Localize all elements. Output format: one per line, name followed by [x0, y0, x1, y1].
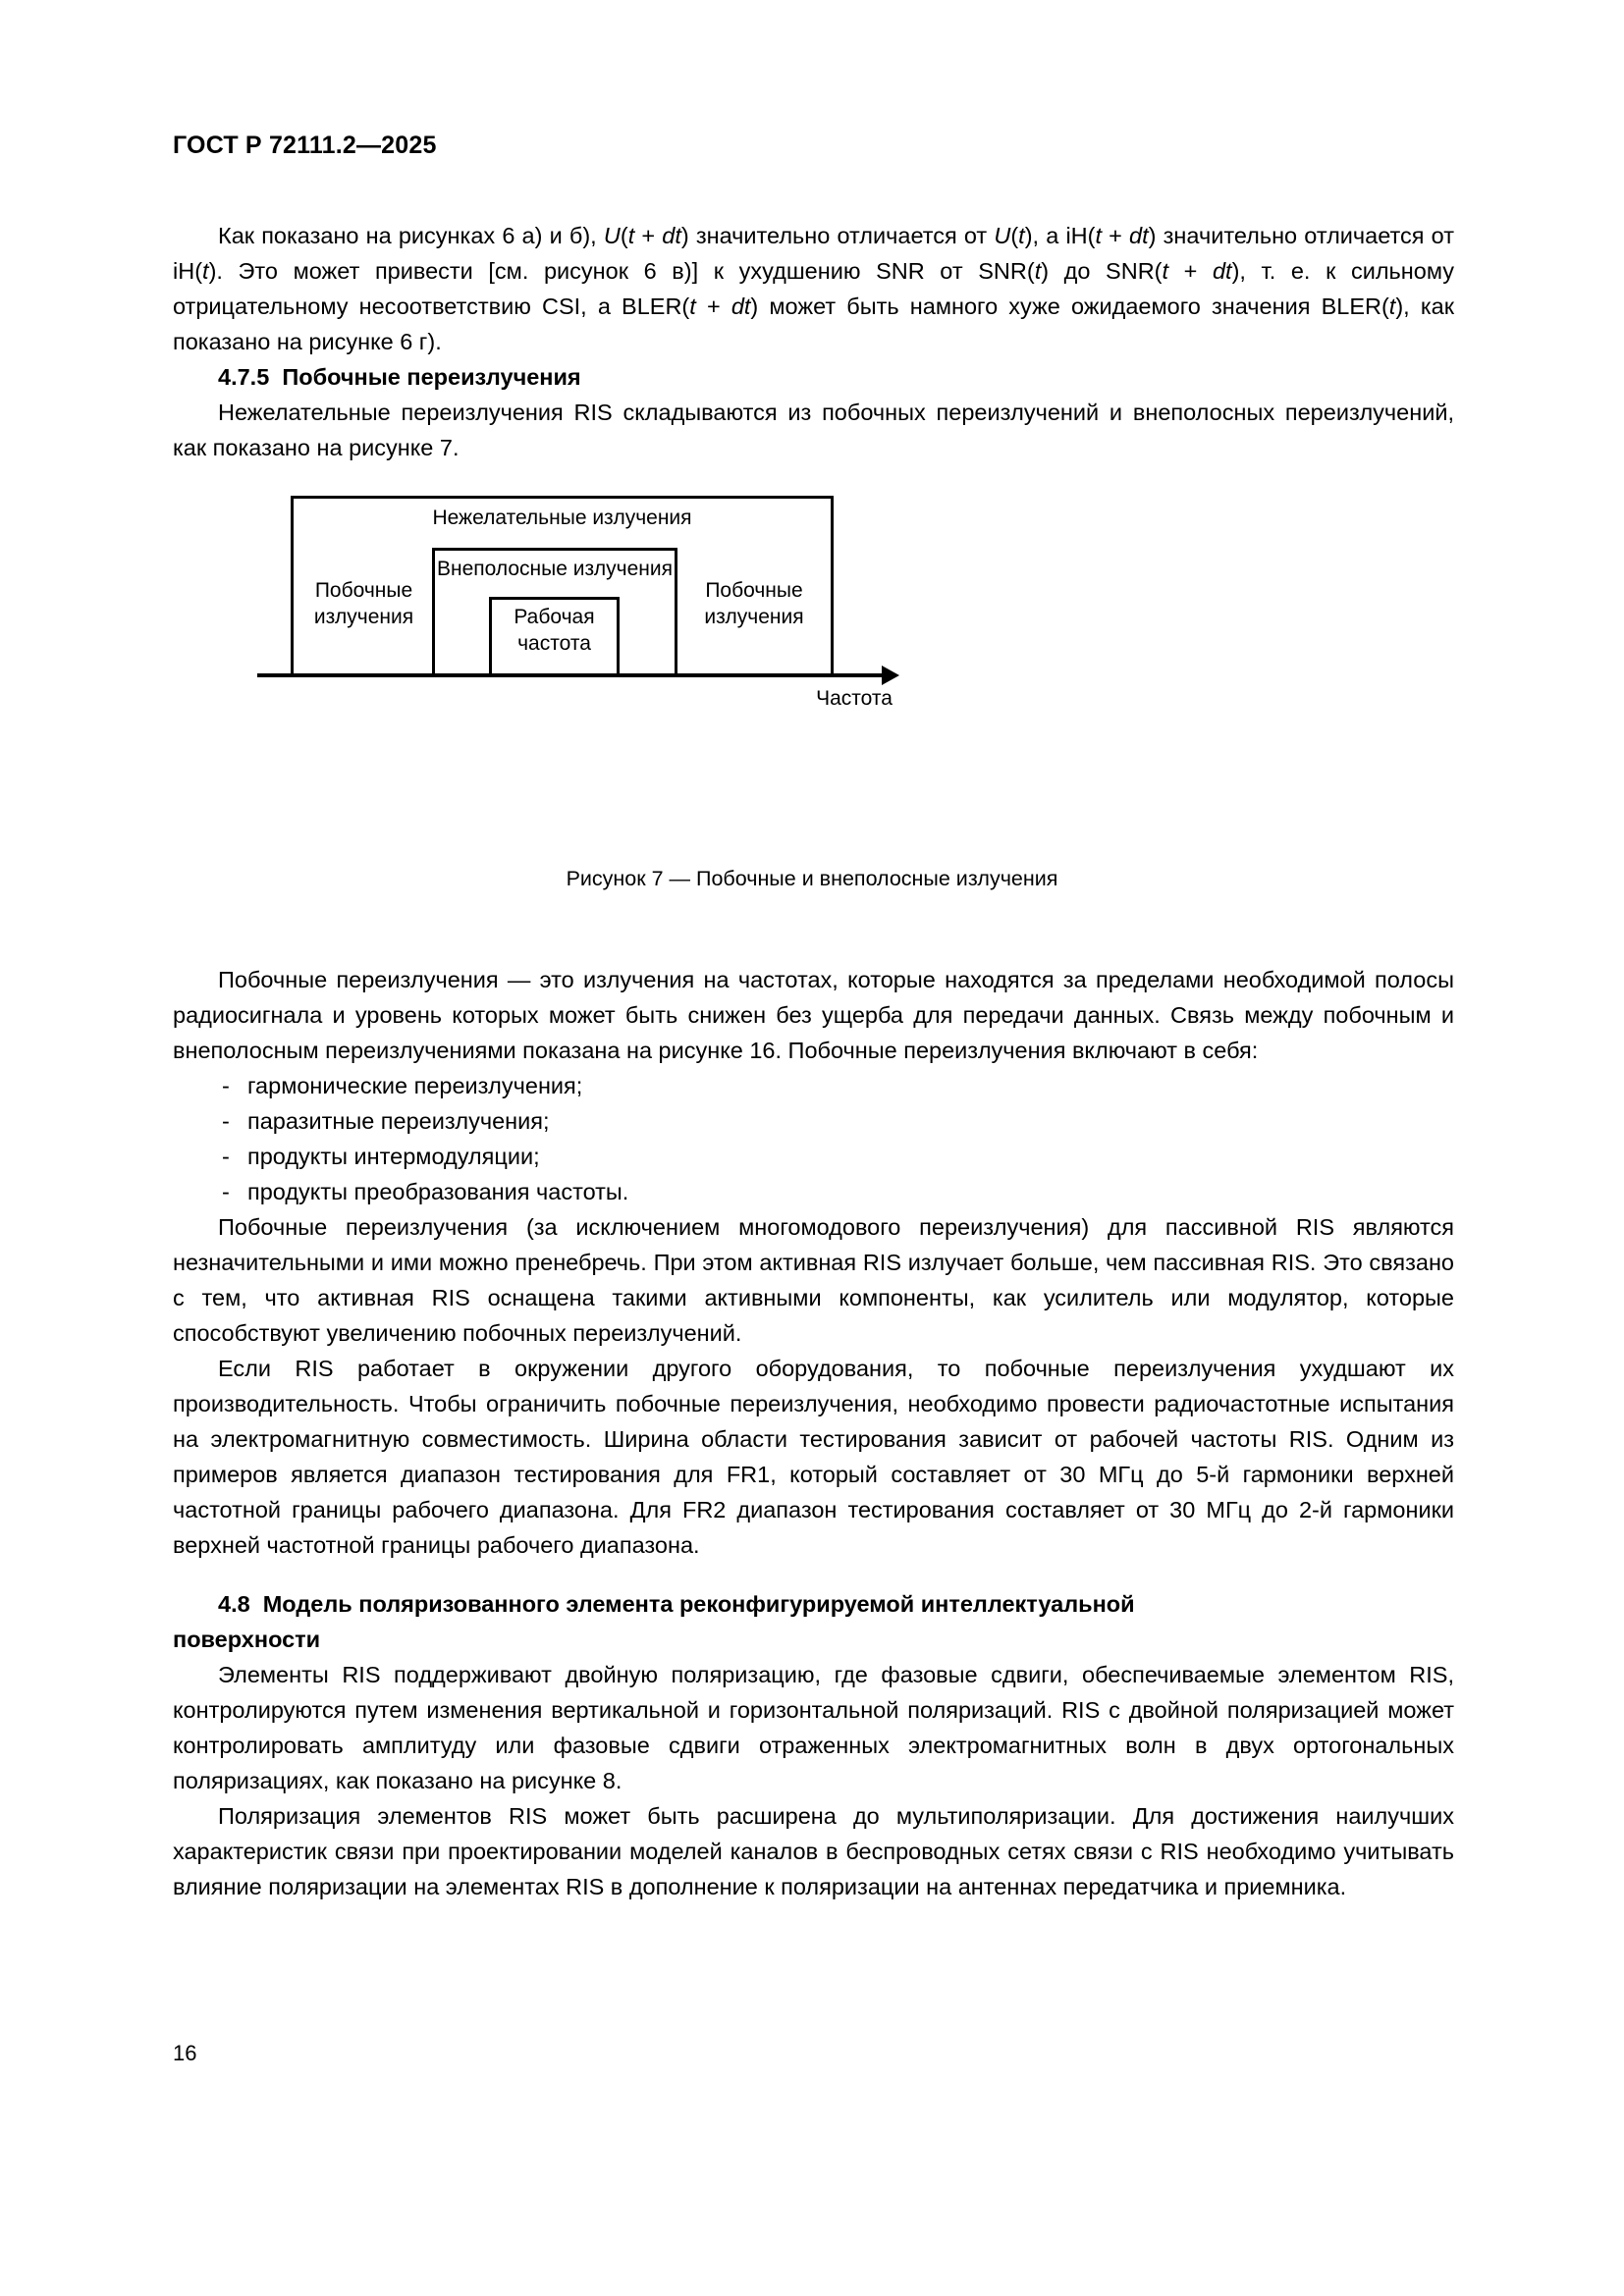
var-t: t [627, 223, 635, 248]
spurious-emission-types-list [173, 1068, 1454, 1209]
list-item [173, 1174, 1454, 1209]
list-dash-marker: - [222, 1073, 230, 1098]
figure-7-diagram [245, 491, 933, 805]
paragraph-dual-polarization: Элементы RIS поддерживают двойную поляризацию, где фазовые сдвиги, обеспечиваемые элементом RIS, контролируются путем изменения вертикальной и горизонтальной поляризаций. RIS с двойной поляризацией может контролировать амплитуду или фазовые сдвиги отраженных электромагнитных волн в двух ортогональных поляризациях, как показано на рисунке 8. [173, 1662, 1454, 1793]
frequency-axis-arrow-icon [882, 666, 899, 685]
label-working-frequency [489, 604, 620, 657]
var-u: U [603, 223, 621, 248]
label-spurious-emissions-right [685, 577, 823, 630]
var-dt: dt [662, 223, 681, 248]
list-item [173, 1139, 1454, 1174]
list-item-label: гармонические переизлучения; [247, 1073, 583, 1098]
page-header-standard-number: ГОСТ Р 72111.2—2025 [173, 132, 437, 159]
section-title-4-8-line-1: Модель поляризованного элемента реконфигурируемой интеллектуальной [262, 1591, 1135, 1617]
list-item-label: продукты преобразования частоты. [247, 1179, 629, 1204]
paragraph-emc-testing: Если RIS работает в окружении другого оборудования, то побочные переизлучения ухудшают их производительность. Чтобы ограничить побочные переизлучения, необходимо провести радиочастотные испытания на электромагнитную совместимость. Ширина области тестирования зависит от рабочей частоты RIS. Одним из примеров является диапазон тестирования для FR1, который составляет от 30 МГц до 5-й гармоники верхней частотной границы рабочего диапазона. Для FR2 диапазон тестирования составляет от 30 МГц до 2-й гармоники верхней частотной границы рабочего диапазона. [173, 1356, 1454, 1558]
section-heading-4-7-5 [173, 359, 1454, 395]
paragraph-multipolarization: Поляризация элементов RIS может быть расширена до мультиполяризации. Для достижения наилучших характеристик связи при проектировании моделей каналов в беспроводных сетях связи с RIS необходимо учитывать влияние поляризации на элементах RIS в дополнение к поляризации на антеннах передатчика и приемника. [173, 1803, 1454, 1899]
paragraph-figure6-discussion: Как показано на рисунках 6 а) и б), U(t + dt) значительно отличается от U(t), а iH(t + dt) значительно отличается от iH(t). Это может привести [см. рисунок 6 в)] к ухудшению SNR от SNR(t) до SNR(t + dt), т. е. к сильному отрицательному несоответствию CSI, а BLER(t + dt) может быть намного хуже ожидаемого значения BLER(t), как показано на рисунке 6 г). [173, 223, 1455, 354]
list-item-label: продукты интермодуляции; [247, 1144, 540, 1169]
document-body-continued [173, 962, 1454, 1904]
list-item [173, 1103, 1454, 1139]
list-dash-marker: - [222, 1179, 230, 1204]
label-working-frequency-line-2: частота [517, 632, 591, 655]
section-heading-4-8 [173, 1586, 1454, 1657]
label-spurious-right-line-1: Побочные [705, 579, 803, 602]
label-out-of-band-emissions: Внеполосные излучения [437, 558, 673, 580]
list-dash-marker: - [222, 1144, 230, 1169]
section-title-4-7-5: Побочные переизлучения [282, 364, 581, 390]
label-spurious-emissions-left [302, 577, 425, 630]
spacer [173, 1563, 1454, 1586]
label-working-frequency-line-1: Рабочая [514, 606, 595, 628]
paragraph-spurious-definition: Побочные переизлучения — это излучения на частотах, которые находятся за пределами необходимой полосы радиосигнала и уровень которых может быть снижен без ущерба для передачи данных. Связь между побочным и внеполосным переизлучениями показана на рисунке 16. Побочные переизлучения включают в себя: [173, 967, 1454, 1063]
section-title-4-8-line-2: поверхности [173, 1627, 321, 1652]
section-number-4-7-5: 4.7.5 [218, 364, 270, 390]
figure-7-caption: Рисунок 7 — Побочные и внеполосные излучения [566, 867, 1058, 890]
label-spurious-left-line-2: излучения [313, 606, 414, 628]
label-frequency-axis: Частота [816, 687, 893, 710]
figure-7 [0, 491, 1624, 913]
section-number-4-8: 4.8 [218, 1591, 250, 1617]
label-spurious-right-line-2: излучения [704, 606, 804, 628]
label-unwanted-emissions: Нежелательные излучения [432, 507, 692, 529]
frequency-axis-line [257, 673, 886, 677]
paragraph-unwanted-emissions: Нежелательные переизлучения RIS складываются из побочных переизлучений и внеполосных переизлучений, как показано на рисунке 7. [173, 400, 1454, 460]
label-spurious-left-line-1: Побочные [314, 579, 413, 602]
list-item-label: паразитные переизлучения; [247, 1108, 550, 1134]
list-item [173, 1068, 1454, 1103]
list-dash-marker: - [222, 1108, 230, 1134]
paragraph-passive-active-ris: Побочные переизлучения (за исключением многомодового переизлучения) для пассивной RIS являются незначительными и ими можно пренебречь. При этом активная RIS излучает больше, чем пассивная RIS. Это связано с тем, что активная RIS оснащена такими активными компоненты, как усилитель или модулятор, которые способствуют увеличению побочных переизлучений. [173, 1214, 1454, 1346]
document-body [173, 218, 1454, 465]
page-number: 16 [173, 2041, 197, 2065]
